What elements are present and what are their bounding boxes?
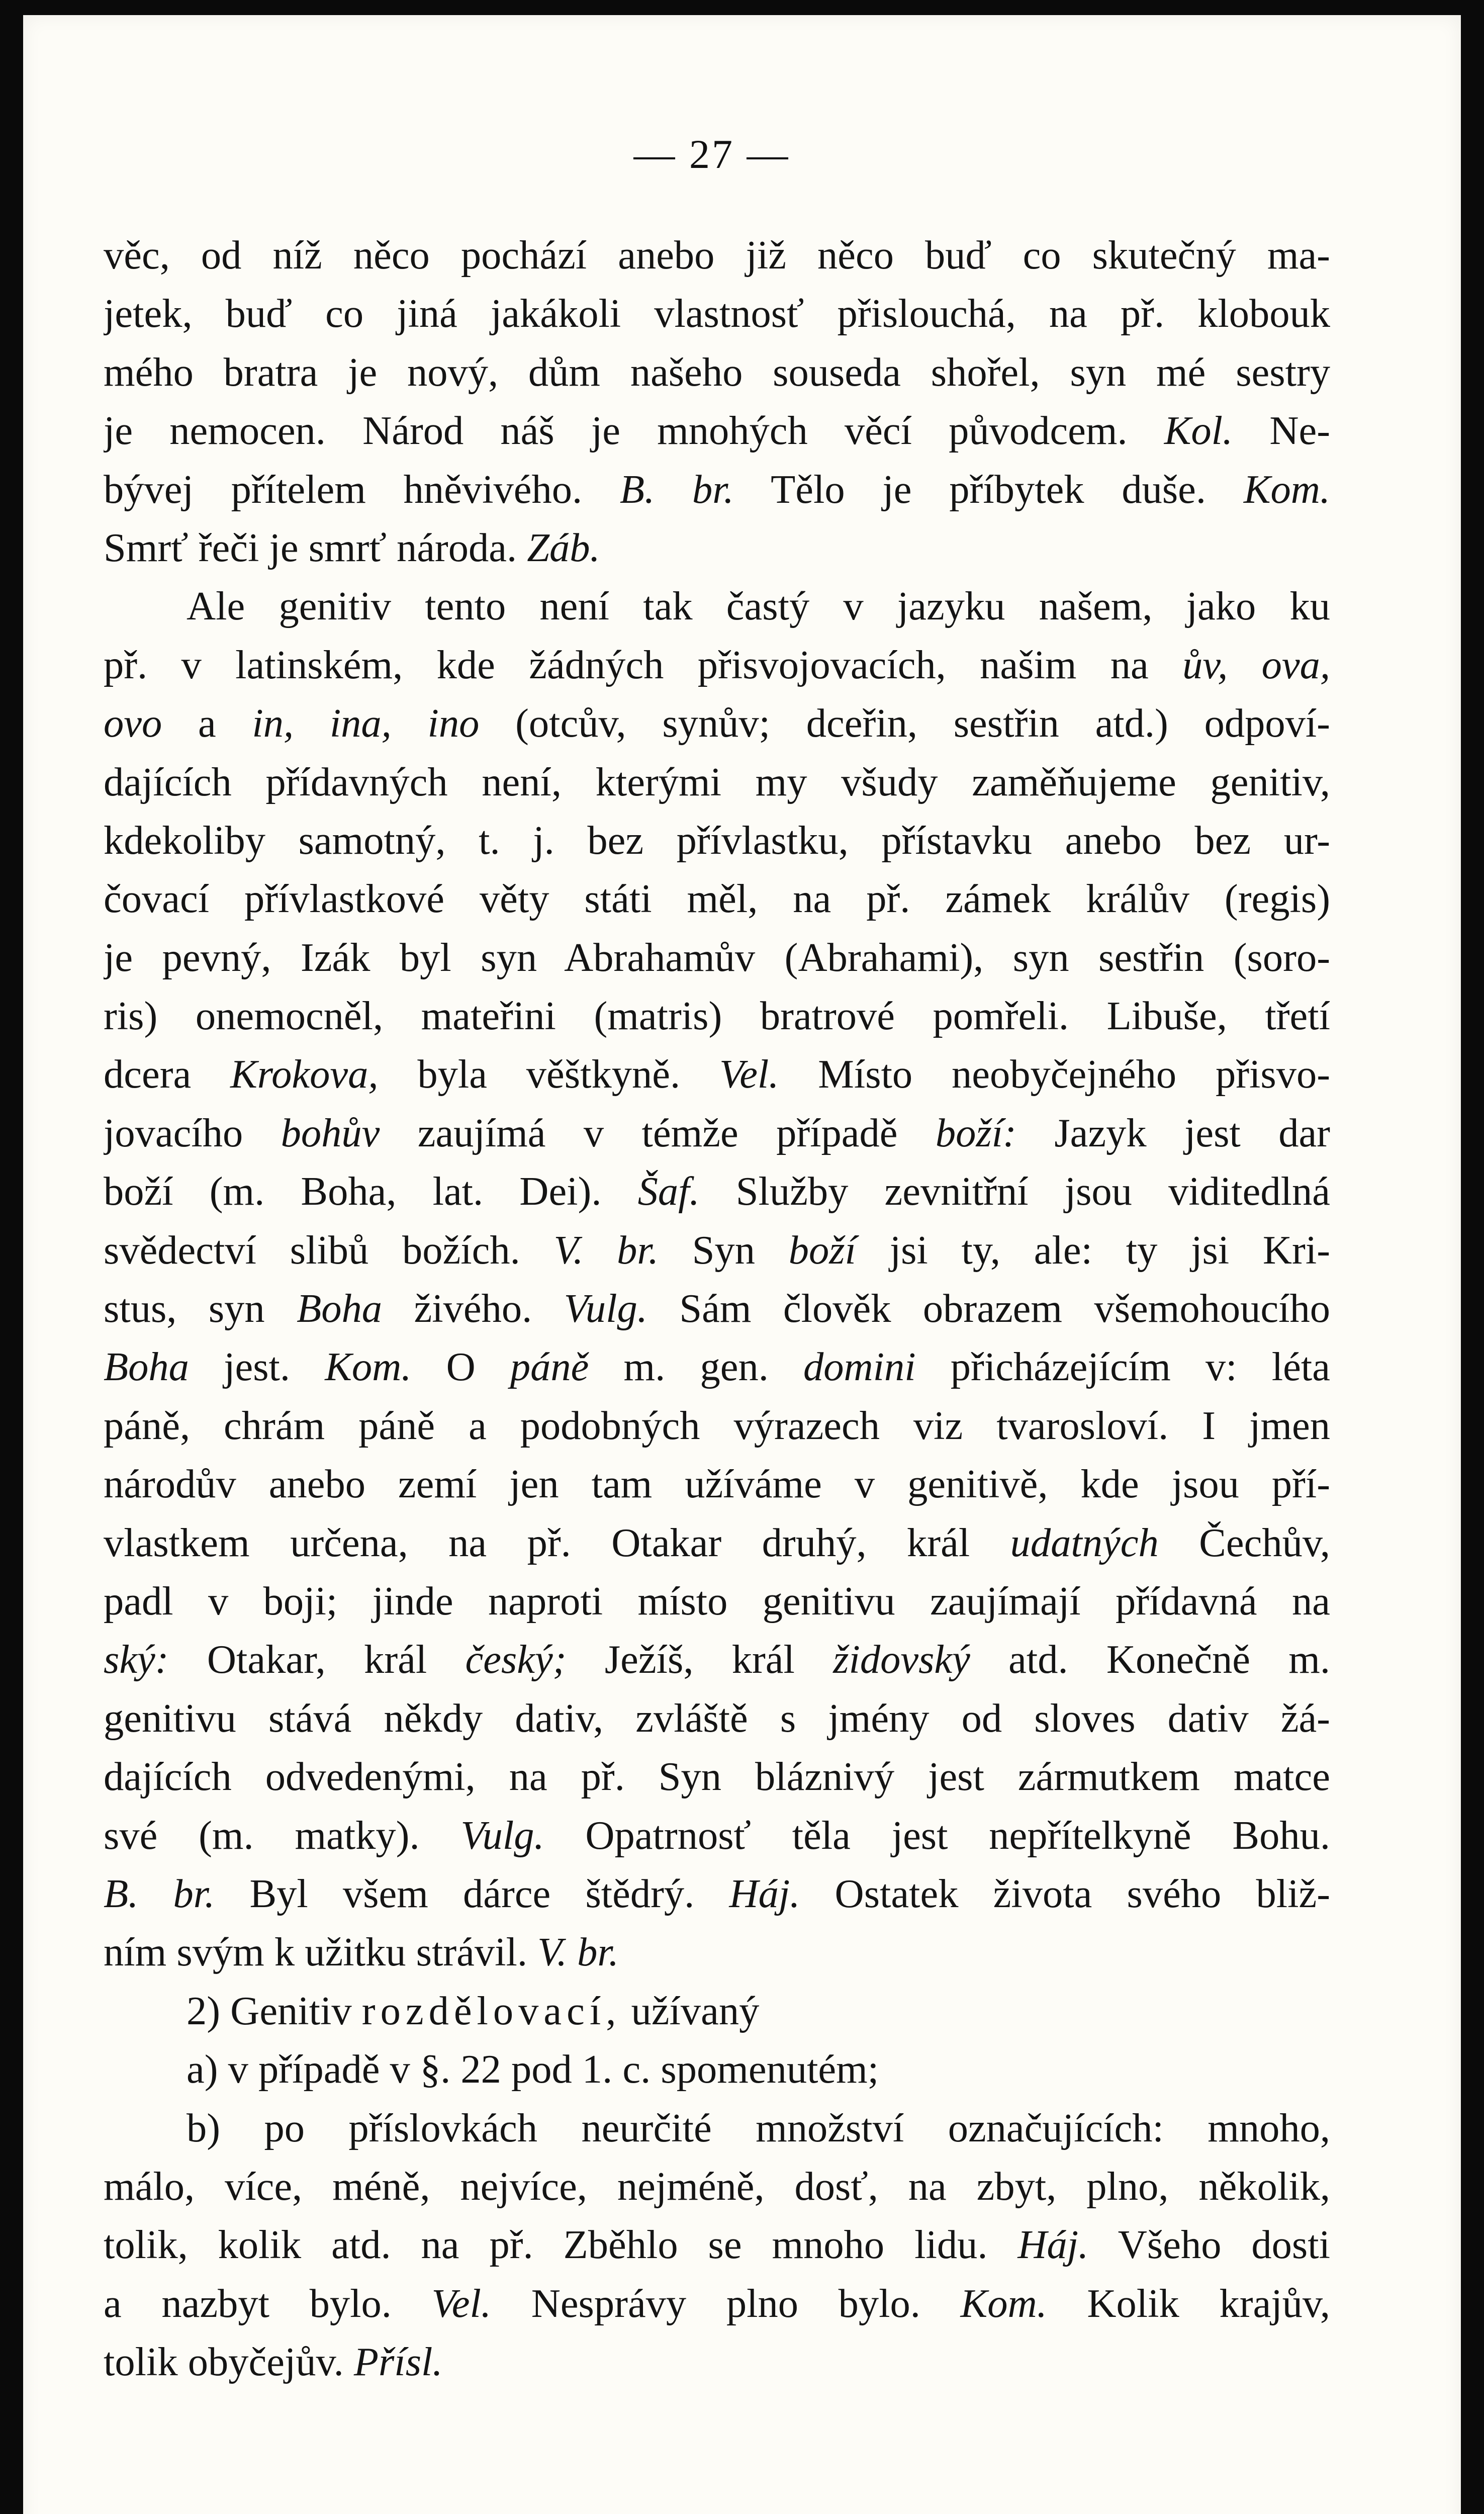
text-segment: př. v latinském, kde žádných přisvojovacích, našim na — [104, 642, 1183, 687]
text-segment: a nazbyt bylo. — [104, 2281, 432, 2326]
text-segment: Syn — [658, 1227, 789, 1273]
italic-segment: Kol. — [1164, 408, 1233, 454]
text-segment: je nemocen. Národ náš je mnohých věcí původcem. — [104, 408, 1164, 454]
text-line — [104, 577, 1330, 636]
text-segment: čovací přívlastkové věty státi měl, na př. zámek králův (regis) — [104, 876, 1330, 922]
text-segment: atd. Konečně m. — [970, 1637, 1330, 1682]
text-segment: Všeho dosti — [1088, 2222, 1330, 2268]
text-line — [104, 1807, 1330, 1865]
text-line — [104, 1397, 1330, 1455]
text-line — [104, 343, 1330, 402]
text-segment: ním svým k užitku strávil. — [104, 1930, 538, 1975]
italic-segment: in, ina, ino — [252, 701, 480, 746]
italic-segment: boží — [788, 1227, 856, 1273]
text-line — [104, 519, 1330, 577]
italic-segment: páně — [510, 1344, 589, 1390]
text-line — [104, 1631, 1330, 1689]
text-segment: dcera — [104, 1052, 231, 1097]
text-line — [104, 285, 1330, 343]
text-segment: Tělo je příbytek duše. — [733, 467, 1244, 512]
text-line — [104, 1572, 1330, 1631]
italic-segment: Záb. — [527, 525, 600, 570]
text-segment: Služby zevnitřní jsou viditedlná — [699, 1169, 1330, 1214]
text-segment: je pevný, Izák byl syn Abrahamův (Abrahami), syn sestřin (soro- — [104, 935, 1330, 980]
text-line — [104, 461, 1330, 519]
text-segment: zaujímá v témže případě — [380, 1110, 936, 1155]
text-segment: přicházejícím v: léta — [915, 1344, 1330, 1390]
text-segment: věc, od níž něco pochází anebo již něco buď co skutečný ma- — [104, 233, 1330, 278]
text-segment: genitivu stává někdy dativ, zvláště s jmény od sloves dativ žá- — [104, 1695, 1330, 1741]
text-segment: Nesprávy plno bylo. — [491, 2281, 961, 2326]
italic-segment: český; — [465, 1637, 567, 1682]
italic-segment: ský: — [104, 1637, 169, 1682]
text-line — [104, 1865, 1330, 1923]
italic-segment: V. br. — [537, 1930, 619, 1975]
text-line — [104, 1104, 1330, 1162]
text-segment: kdekoliby samotný, t. j. bez přívlastku, přístavku anebo bez ur- — [104, 818, 1330, 863]
italic-segment: boží: — [935, 1110, 1016, 1155]
text-line — [104, 1455, 1330, 1513]
text-line — [104, 2158, 1330, 2216]
text-line — [104, 1221, 1330, 1280]
text-line — [104, 402, 1330, 460]
italic-segment: domini — [803, 1344, 916, 1390]
text-segment: dajících odvedenými, na př. Syn bláznivý jest zármutkem matce — [104, 1754, 1330, 1800]
italic-segment: Háj. — [1017, 2222, 1089, 2268]
text-segment: jsi ty, ale: ty jsi Kri- — [856, 1227, 1330, 1273]
text-line — [104, 2099, 1330, 2158]
text-segment: a — [162, 701, 252, 746]
italic-segment: Boha — [297, 1286, 383, 1331]
italic-segment: Šaf. — [637, 1169, 700, 1214]
text-segment: jest. — [189, 1344, 325, 1390]
text-segment: jetek, buď co jiná jakákoli vlastnosť přislouchá, na př. klobouk — [104, 291, 1330, 336]
text-segment: rozdělovací, — [361, 1988, 621, 2033]
text-line — [104, 870, 1330, 928]
italic-segment: Kom. — [1243, 467, 1330, 512]
text-segment: vlastkem určena, na př. Otakar druhý, král — [104, 1520, 1010, 1565]
italic-segment: V. br. — [553, 1227, 659, 1273]
text-segment: Otakar, král — [168, 1637, 466, 1682]
italic-segment: Vel. — [719, 1052, 779, 1097]
text-segment: tolik obyčejův. — [104, 2340, 354, 2385]
text-segment: Místo neobyčejného přisvo- — [779, 1052, 1330, 1097]
italic-segment: udatných — [1010, 1520, 1159, 1565]
text-segment: své (m. matky). — [104, 1813, 461, 1858]
text-segment: Jazyk jest dar — [1016, 1110, 1330, 1155]
text-line — [104, 1280, 1330, 1338]
text-segment: stus, syn — [104, 1286, 297, 1331]
text-line — [104, 636, 1330, 694]
italic-segment: Krokova, — [230, 1052, 379, 1097]
text-segment: užívaný — [621, 1988, 760, 2033]
text-segment: Ježíš, král — [566, 1637, 833, 1682]
italic-segment: Háj. — [729, 1871, 800, 1916]
text-segment: Ostatek života svého bliž- — [800, 1871, 1330, 1916]
text-segment: dajících přídavných není, kterými my všudy zaměňujeme genitiv, — [104, 759, 1330, 804]
text-segment: národův anebo zemí jen tam užíváme v genitivě, kde jsou pří- — [104, 1462, 1330, 1507]
text-segment: m. gen. — [589, 1344, 803, 1390]
text-segment: Ale genitiv tento není tak častý v jazyku našem, jako ku — [187, 584, 1330, 629]
text-line — [104, 1748, 1330, 1806]
text-segment: málo, více, méně, nejvíce, nejméně, dosť, na zbyt, plno, několik, — [104, 2164, 1330, 2209]
text-segment: mého bratra je nový, dům našeho souseda shořel, syn mé sestry — [104, 349, 1330, 395]
text-segment: jovacího — [104, 1110, 281, 1155]
text-line — [104, 812, 1330, 870]
text-line — [104, 1982, 1330, 2040]
text-line — [104, 2275, 1330, 2333]
text-line — [104, 1514, 1330, 1572]
text-segment: 2) Genitiv — [187, 1988, 362, 2033]
italic-segment: ův, ova, — [1182, 642, 1330, 687]
text-segment: O — [411, 1344, 510, 1390]
text-segment: svědectví slibů božích. — [104, 1227, 554, 1273]
text-segment: Sám člověk obrazem všemohoucího — [647, 1286, 1330, 1331]
text-line — [104, 929, 1330, 987]
text-segment: ris) onemocněl, mateřini (matris) bratrové pomřeli. Libuše, třetí — [104, 994, 1330, 1039]
text-segment: byla věštkyně. — [378, 1052, 719, 1097]
italic-segment: bohův — [281, 1110, 380, 1155]
text-segment: živého. — [382, 1286, 564, 1331]
text-segment: páně, chrám páně a podobných výrazech viz tvarosloví. I jmen — [104, 1403, 1330, 1448]
text-segment: padl v boji; jinde naproti místo genitivu zaujímají přídavná na — [104, 1578, 1330, 1624]
text-segment: tolik, kolik atd. na př. Zběhlo se mnoho lidu. — [104, 2222, 1018, 2268]
text-line — [104, 1162, 1330, 1221]
text-segment: a) v případě v §. 22 pod 1. c. spomenutém; — [187, 2047, 879, 2092]
text-segment: (otcův, synův; dceřin, sestřin atd.) odpoví- — [479, 701, 1330, 746]
italic-segment: B. br. — [619, 467, 734, 512]
text-segment: Smrť řeči je smrť národa. — [104, 525, 527, 570]
text-segment: Byl všem dárce štědrý. — [215, 1871, 729, 1916]
text-line — [104, 1923, 1330, 1982]
text-segment: bývej přítelem hněvivého. — [104, 467, 620, 512]
italic-segment: Vel. — [431, 2281, 492, 2326]
body-text — [104, 226, 1330, 2391]
italic-segment: ovo — [104, 701, 162, 746]
italic-segment: B. br. — [104, 1871, 215, 1916]
text-line — [104, 694, 1330, 753]
italic-segment: Kom. — [325, 1344, 412, 1390]
text-line — [104, 2333, 1330, 2391]
text-line — [104, 226, 1330, 285]
italic-segment: Kom. — [960, 2281, 1047, 2326]
text-line — [104, 753, 1330, 812]
text-segment: Ne- — [1233, 408, 1330, 454]
text-line — [104, 1338, 1330, 1396]
text-segment: b) po příslovkách neurčité množství označujících: mnoho, — [187, 2105, 1330, 2150]
text-segment: Kolik krajův, — [1047, 2281, 1330, 2326]
italic-segment: Boha — [104, 1344, 189, 1390]
italic-segment: židovský — [833, 1637, 970, 1682]
italic-segment: Přísl. — [353, 2340, 443, 2385]
text-line — [104, 987, 1330, 1045]
text-segment: boží (m. Boha, lat. Dei). — [104, 1169, 638, 1214]
text-line — [104, 1045, 1330, 1104]
text-line — [104, 2216, 1330, 2274]
text-segment: Opatrnosť těla jest nepřítelkyně Bohu. — [544, 1813, 1330, 1858]
book-page — [23, 15, 1461, 2514]
italic-segment: Vulg. — [460, 1813, 544, 1858]
italic-segment: Vulg. — [564, 1286, 647, 1331]
text-segment: Čechův, — [1158, 1520, 1330, 1565]
text-line — [104, 1689, 1330, 1748]
text-line — [104, 2040, 1330, 2099]
page-number: — 27 — — [633, 131, 790, 177]
